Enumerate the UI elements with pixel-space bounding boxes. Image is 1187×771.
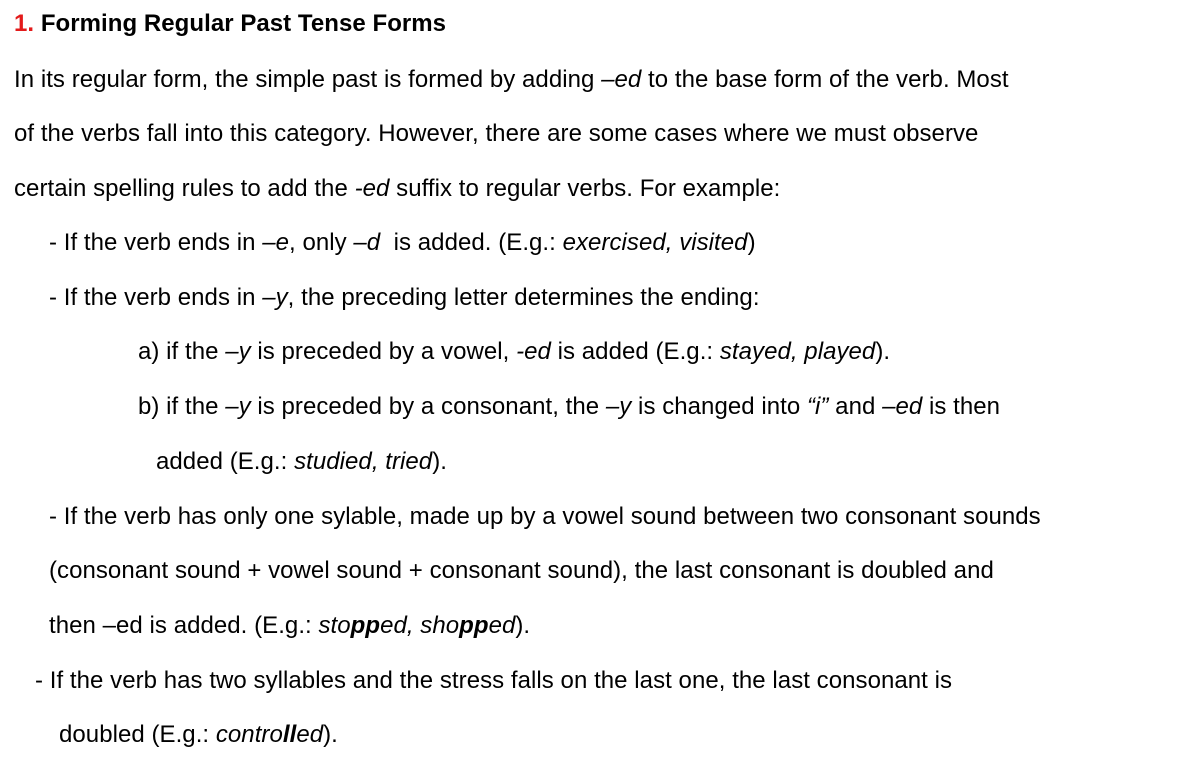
text-run: then –ed is added. (E.g.: (49, 612, 319, 639)
italic-run: ed, sho (380, 612, 460, 639)
bold-italic-run: pp (459, 612, 489, 639)
text-run: In its regular form, the simple past is formed by adding (14, 66, 602, 93)
text-run: ). (515, 612, 531, 639)
text-run: is added. (E.g.: (380, 229, 563, 256)
italic-run: –y (225, 338, 251, 365)
italic-run: contro (215, 721, 283, 748)
text-run: is then (922, 393, 1001, 420)
rule-ends-in-y (49, 283, 760, 313)
text-run: - If the verb ends in (49, 284, 263, 311)
text-run: is preceded by a consonant, the (250, 393, 606, 420)
subrule-consonant-y (138, 392, 1000, 422)
text-run: b) if the (138, 393, 226, 420)
italic-run: –ed (882, 393, 923, 420)
italic-run: –y (262, 284, 288, 311)
rule-ends-in-e (49, 228, 756, 258)
example-word: studied (294, 448, 372, 475)
bold-italic-run: ll (282, 721, 297, 748)
italic-run: –y (605, 393, 632, 420)
subrule-vowel-y (138, 337, 890, 367)
italic-run: ed (488, 612, 516, 639)
intro-line-1 (14, 65, 1009, 95)
subrule-consonant-y-continued (156, 447, 447, 477)
italic-run: –d (353, 229, 381, 256)
text-run: suffix to regular verbs. For example: (389, 175, 781, 202)
text-run: is changed into (631, 393, 807, 420)
text-run: added (E.g.: (156, 448, 295, 475)
example-words: exercised, visited (562, 229, 748, 256)
rule-one-syllable-line-1: - If the verb has only one sylable, made up by a vowel sound between two consonant sounds (49, 503, 1041, 530)
text-run: - If the verb ends in (49, 229, 263, 256)
text-run: ) (747, 229, 756, 256)
text-run: is added (E.g.: (550, 338, 720, 365)
section-heading (14, 9, 446, 39)
text-run: a) if the (138, 338, 226, 365)
text-run: ). (323, 721, 338, 748)
text-run: doubled (E.g.: (59, 721, 216, 748)
rule-one-syllable-line-2: (consonant sound + vowel sound + consonant sound), the last consonant is doubled and (49, 557, 994, 584)
italic-run: ed (296, 721, 324, 748)
rule-one-syllable-line-3 (49, 611, 530, 641)
intro-line-2: of the verbs fall into this category. However, there are some cases where we must observe (14, 120, 979, 147)
italic-run: –y (225, 393, 251, 420)
text-run: to the base form of the verb. Most (641, 66, 1009, 93)
text-run: and (828, 393, 883, 420)
italic-run: , (371, 448, 386, 475)
text-run: , the preceding letter determines the ending: (287, 284, 760, 311)
italic-run: sto (318, 612, 351, 639)
italic-run: “i” (806, 393, 829, 420)
text-run: ). (875, 338, 891, 365)
text-run: certain spelling rules to add the (14, 175, 355, 202)
italic-run: –ed (601, 66, 642, 93)
italic-run: -ed (516, 338, 551, 365)
bold-italic-run: pp (350, 612, 381, 639)
section-number: 1. (14, 10, 35, 37)
text-run: , only (289, 229, 354, 256)
example-word: tried (385, 448, 433, 475)
italic-run: –e (262, 229, 290, 256)
text-run: is preceded by a vowel, (250, 338, 517, 365)
text-run: ). (432, 448, 447, 475)
italic-run: -ed (354, 175, 390, 202)
example-words: stayed, played (719, 338, 876, 365)
section-title: Forming Regular Past Tense Forms (40, 10, 447, 37)
rule-two-syllables-line-1: - If the verb has two syllables and the stress falls on the last one, the last consonant is (35, 667, 953, 694)
intro-line-3 (14, 174, 780, 204)
rule-two-syllables-line-2 (59, 720, 338, 750)
